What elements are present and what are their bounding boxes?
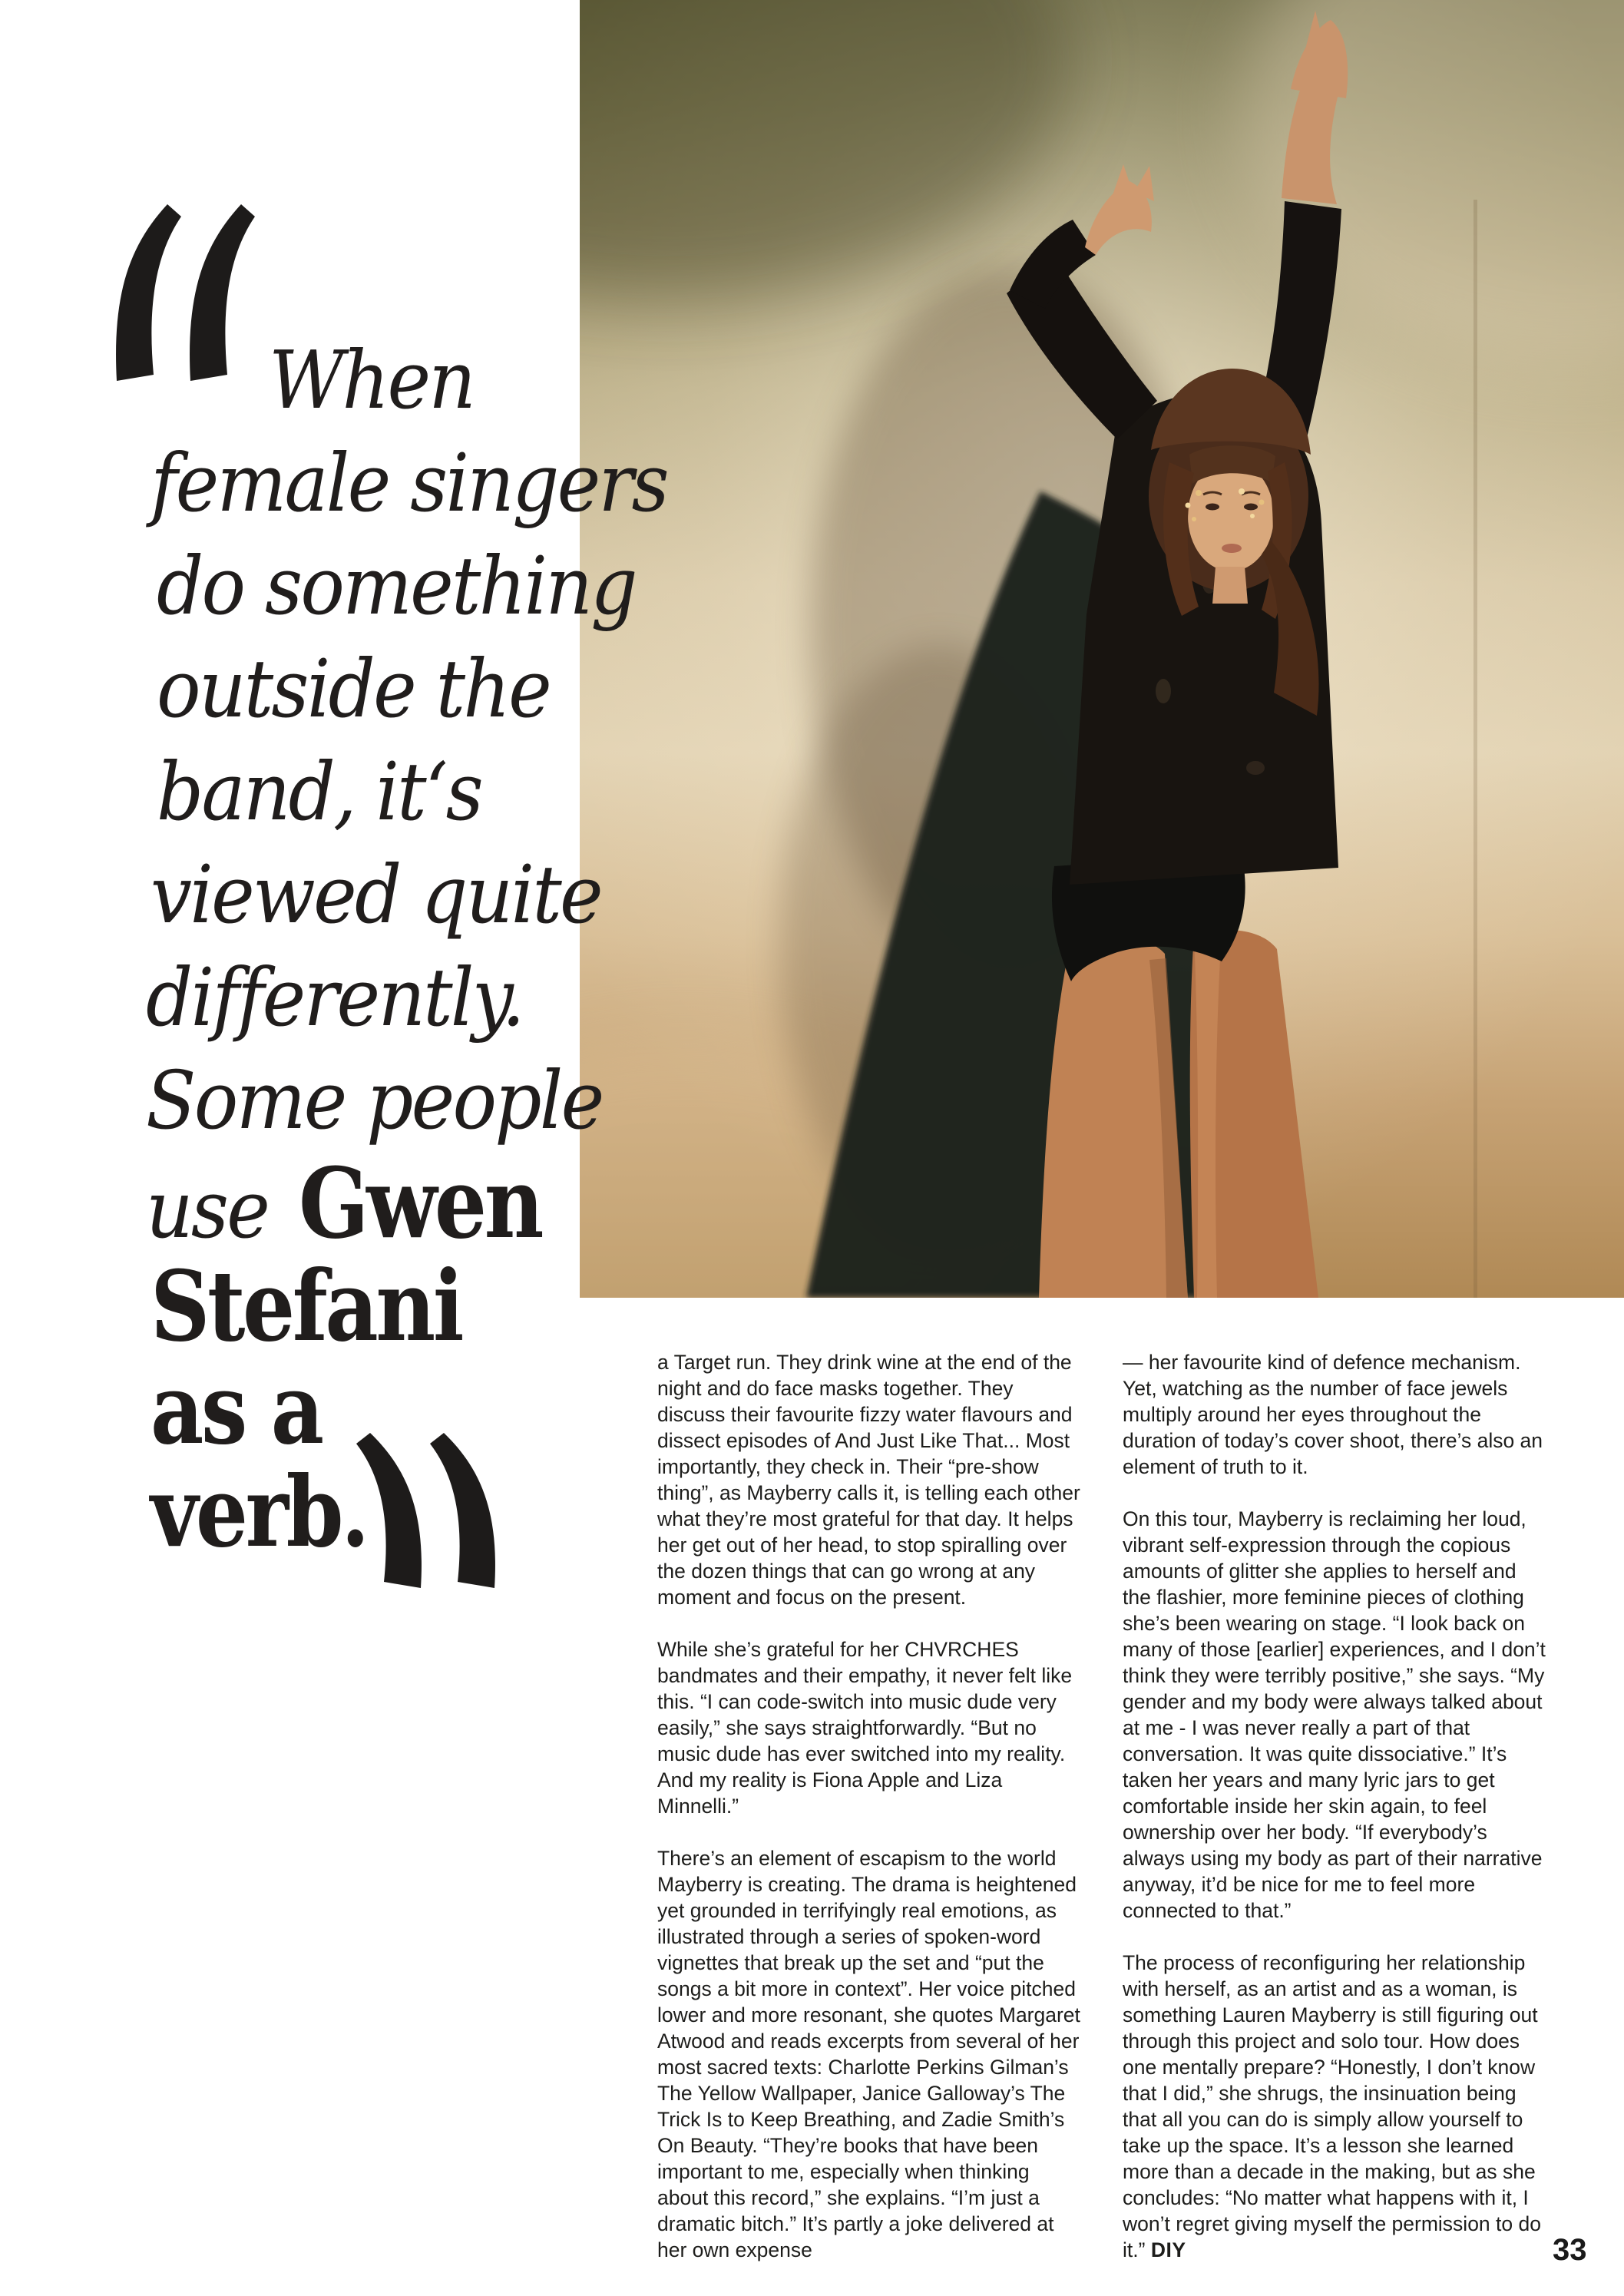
paragraph: There’s an element of escapism to the world Mayberry is creating. The drama is heightened yet grounded in terrifyingly real emotions, as illustrated through a series of spoken-word vignettes that break up the set and “put the songs a bit more in context”. Her voice pitched lower and more resonant, she quotes Margaret Atwood and reads excerpts from several of her most sacred texts: Charlotte Perkins Gilman’s The Yellow Wallpaper, Janice Galloway’s The Trick Is to Keep Breathing, and Zadie Smith’s On Beauty. “They’re books that have been important to me, especially when thinking about this record,” she explains. “I’m just a dramatic bitch.” It’s partly a joke delivered at her own expense (657, 1847, 1080, 2261)
paragraph (1123, 1950, 1550, 2263)
pull-quote-line: When (269, 333, 475, 427)
page-number: 33 (1553, 2233, 1587, 2267)
cover-photo-illustration (580, 0, 1624, 1298)
pull-quote-line-emphasis: as a (150, 1352, 322, 1466)
pull-quote-line: Some people (146, 1054, 603, 1147)
pull-quote-line: viewed quite (150, 848, 601, 941)
pull-quote-line-emphasis: verb. (150, 1455, 367, 1569)
paragraph: a Target run. They drink wine at the end of the night and do face masks together. They discuss their favourite fizzy water flavours and dissect episodes of And Just Like That... Most importantly, they check in. Their “pre-show thing”, as Mayberry calls it, is telling each other what they’re most grateful for that day. It helps her get out of her head, to stop spiralling over the dozen things that can go wrong at any moment and focus on the present. (657, 1351, 1080, 1609)
paragraph-text: The process of reconfiguring her relationship with herself, as an artist and as a woman, is something Lauren Mayberry is still figuring out through this project and solo tour. How does one mentally prepare? “Honestly, I don’t know that I did,” she shrugs, the insinuation being that all you can do is simply allow yourself to take up the space. It’s a lesson she learned more than a decade in the making, but as she concludes: “No matter what happens with it, I won’t regret giving myself the permission to do it.” (1123, 1951, 1541, 2261)
paragraph: On this tour, Mayberry is reclaiming her loud, vibrant self-expression through the copious amounts of glitter she applies to herself and the flashier, more feminine pieces of clothing she’s been wearing on stage. “I look back on many of those [earlier] experiences, and I don’t think they were terribly positive,” she says. “My gender and my body were always talked about at me - I was never really a part of that conversation. It was quite dissociative.” It’s taken her years and many lyric jars to get comfortable inside her skin again, to feel ownership over her body. “If everybody’s always using my body as part of their narrative anyway, it’d be nice for me to feel more connected to that.” (1123, 1507, 1546, 1922)
article-column-right (1123, 1349, 1550, 2263)
paragraph: — her favourite kind of defence mechanism. Yet, watching as the number of face jewels multiply around her eyes throughout the duration of today’s cover shoot, there’s also an element of truth to it. (1123, 1351, 1543, 1478)
pull-quote-word-script: use (146, 1163, 269, 1256)
pull-quote-line: outside the (157, 642, 551, 736)
article-column-left (657, 1349, 1084, 2263)
paragraph: While she’s grateful for her CHVRCHES bandmates and their empathy, it never felt like this. “I can code-switch into music dude very easily,” she says straightforwardly. “But no music dude has ever switched into my reality. And my reality is Fiona Apple and Liza Minnelli.” (657, 1638, 1073, 1818)
diy-sign-off: DIY (1150, 2238, 1186, 2261)
closing-quote-icon (355, 1430, 508, 1590)
pull-quote-line: female singers (150, 436, 667, 530)
pull-quote-line: differently. (146, 951, 523, 1044)
pull-quote (146, 329, 667, 1569)
pull-quote-line-emphasis: Stefani (150, 1249, 462, 1363)
pull-quote-line: band, it‘s (157, 745, 481, 839)
cover-photo (580, 0, 1624, 1298)
pull-quote-line: do something (157, 539, 636, 633)
pull-quote-word-emphasis: Gwen (298, 1146, 541, 1260)
pull-quote-line-mixed (146, 1146, 653, 1260)
